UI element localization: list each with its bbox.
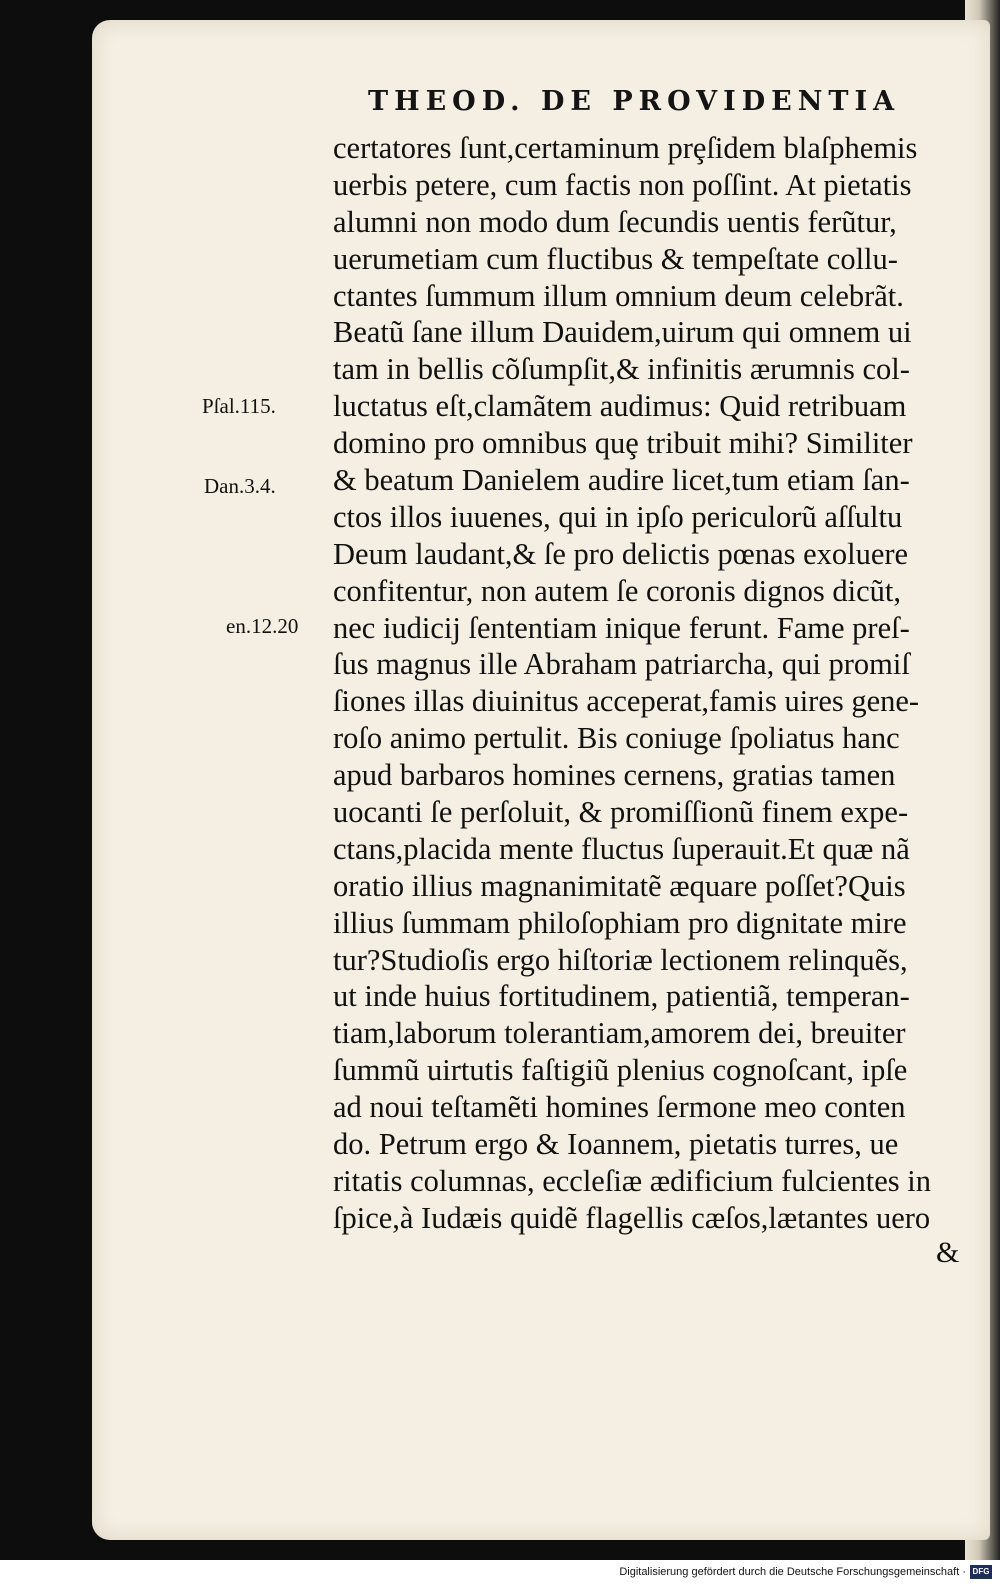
text-line: do. Petrum ergo & Ioannem, pietatis turres, ue — [333, 1127, 899, 1162]
text-line: ctantes ſummum illum omnium deum celebrãt. — [333, 278, 904, 313]
text-line: nec iudicij ſententiam inique ferunt. Fame preſ- — [333, 610, 910, 645]
text-line: uerbis petere, cum factis non poſſint. At pietatis — [333, 167, 912, 202]
text-line: tiam,laborum tolerantiam,amorem dei, breuiter — [333, 1016, 906, 1051]
text-line: oratio illius magnanimitatẽ æquare poſſet?Quis — [333, 868, 906, 903]
text-line: tam in bellis cõſumpſit,& infinitis ærumnis col- — [333, 352, 910, 387]
text-line: uocanti ſe perſoluit, & promiſſionũ finem expe- — [333, 795, 909, 830]
text-line: roſo animo pertulit. Bis coniuge ſpoliatus hanc — [333, 721, 900, 756]
catchword: & — [936, 1236, 960, 1269]
text-line: tur?Studioſis ergo hiſtoriæ lectionem relinquẽs, — [333, 942, 908, 977]
digitization-footer — [619, 1563, 992, 1581]
text-line: apud barbaros homines cernens, gratias tamen — [333, 758, 896, 793]
text-line: uerumetiam cum fluctibus & tempeſtate collu- — [333, 241, 898, 276]
text-line: alumni non modo dum ſecundis uentis ferũtur, — [333, 204, 897, 239]
text-line: ctans,placida mente fluctus ſuperauit.Et quæ nã — [333, 831, 910, 866]
text-line: ſpice,à Iudæis quidẽ flagellis cæſos,lætantes uero — [333, 1200, 931, 1235]
text-line: confitentur, non autem ſe coronis dignos dicũt, — [333, 573, 901, 608]
text-line: ad noui teſtamẽti homines ſermone meo conten — [333, 1090, 906, 1125]
text-line: certatores ſunt,certaminum prȩſidem blaſphemis — [333, 131, 918, 165]
marginal-note-genesis: en.12.20 — [226, 614, 299, 638]
text-line: ctos illos iuuenes, qui in ipſo periculorũ aſſultu — [333, 499, 903, 534]
text-line: ſiones illas diuinitus acceperat,famis uires gene- — [333, 684, 920, 719]
dfg-logo: DFG — [970, 1565, 992, 1579]
body-text — [333, 130, 973, 1237]
text-line: ſus magnus ille Abraham patriarcha, qui promiſ — [333, 647, 910, 682]
text-line: illius ſummam philoſophiam pro dignitate mire — [333, 905, 907, 940]
marginal-note-daniel: Dan.3.4. — [204, 474, 276, 498]
text-line: luctatus eſt,clamãtem audimus: Quid retribuam — [333, 389, 907, 424]
text-line: & beatum Danielem audire licet,tum etiam ſan- — [333, 463, 910, 498]
text-line: Deum laudant,& ſe pro delictis pœnas exoluere — [333, 536, 909, 571]
text-line: ritatis columnas, eccleſiæ ædificium fulcientes in — [333, 1163, 931, 1198]
footer-text: Digitalisierung gefördert durch die Deutsche Forschungsgemeinschaft · — [619, 1566, 966, 1578]
running-header: THEOD. DE PROVIDENTIA — [368, 86, 901, 117]
text-line: ut inde huius fortitudinem, patientiã, temperan- — [333, 979, 910, 1014]
text-line: ſummũ uirtutis faſtigiũ plenius cognoſcant, ipſe — [333, 1053, 908, 1088]
text-line: domino pro omnibus quȩ tribuit mihi? Similiter — [333, 426, 913, 461]
text-line: Beatũ ſane illum Dauidem,uirum qui omnem ui — [333, 315, 912, 350]
marginal-note-psalm: Pſal.115. — [202, 394, 276, 418]
